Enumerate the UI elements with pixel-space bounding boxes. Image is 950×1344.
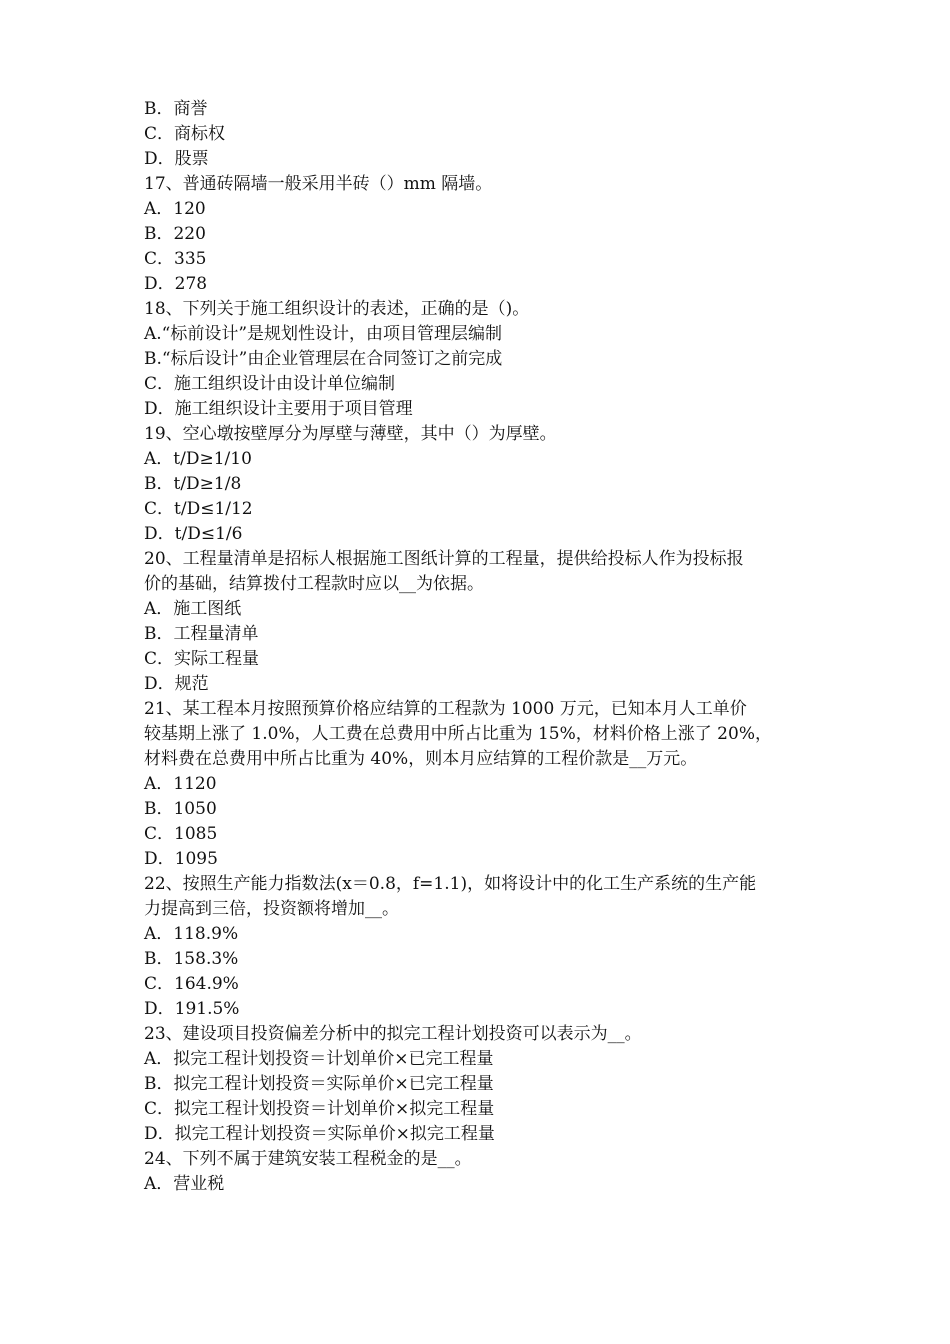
- text-line: C．实际工程量: [144, 649, 260, 669]
- text-line: B．220: [144, 224, 206, 244]
- text-line: B．1050: [144, 799, 217, 819]
- text-line: 价的基础，结算拨付工程款时应以__为依据。: [144, 574, 484, 594]
- text-line: D．规范: [144, 674, 209, 694]
- text-line: C．1085: [144, 824, 218, 844]
- text-line: 力提高到三倍，投资额将增加__。: [144, 899, 399, 919]
- question-19: 19、空心墩按壁厚分为厚壁与薄壁，其中（）为厚壁。: [144, 424, 557, 444]
- text-line: A．120: [144, 199, 206, 219]
- text-line: B．工程量清单: [144, 624, 259, 644]
- text-line: D．股票: [144, 149, 209, 169]
- text-line: A．1120: [144, 774, 217, 794]
- text-line: A．118.9%: [144, 924, 239, 944]
- question-18: 18、下列关于施工组织设计的表述，正确的是（)。: [144, 299, 530, 319]
- text-line: B．商誉: [144, 99, 208, 119]
- text-line: B．158.3%: [144, 949, 239, 969]
- text-line: A.“标前设计”是规划性设计，由项目管理层编制: [144, 324, 503, 344]
- question-21: 21、某工程本月按照预算价格应结算的工程款为 1000 万元，已知本月人工单价: [144, 699, 747, 719]
- document-page: [144, 97, 816, 1197]
- text-line: A．施工图纸: [144, 599, 242, 619]
- question-22: 22、按照生产能力指数法(x＝0.8，f=1.1)，如将设计中的化工生产系统的生产能: [144, 874, 757, 894]
- text-line: C．商标权: [144, 124, 226, 144]
- question-20: 20、工程量清单是招标人根据施工图纸计算的工程量，提供给投标人作为投标报: [144, 549, 744, 569]
- text-line: A．营业税: [144, 1174, 225, 1194]
- text-line: D．施工组织设计主要用于项目管理: [144, 399, 413, 419]
- text-line: C．t/D≤1/12: [144, 499, 253, 519]
- text-line: C．164.9%: [144, 974, 239, 994]
- text-line: B．拟完工程计划投资＝实际单价×已完工程量: [144, 1074, 494, 1094]
- text-line: B.“标后设计”由企业管理层在合同签订之前完成: [144, 349, 503, 369]
- text-line: C．335: [144, 249, 207, 269]
- question-24: 24、下列不属于建筑安装工程税金的是__。: [144, 1149, 472, 1169]
- text-line: A．t/D≥1/10: [144, 449, 252, 469]
- text-line: D．拟完工程计划投资＝实际单价×拟完工程量: [144, 1124, 495, 1144]
- question-23: 23、建设项目投资偏差分析中的拟完工程计划投资可以表示为__。: [144, 1024, 642, 1044]
- text-line: 较基期上涨了 1.0%，人工费在总费用中所占比重为 15%，材料价格上涨了 20%，: [144, 724, 772, 744]
- text-line: C．施工组织设计由设计单位编制: [144, 374, 396, 394]
- text-line: C．拟完工程计划投资＝计划单价×拟完工程量: [144, 1099, 495, 1119]
- text-line: A．拟完工程计划投资＝计划单价×已完工程量: [144, 1049, 494, 1069]
- text-line: D．t/D≤1/6: [144, 524, 243, 544]
- text-line: B．t/D≥1/8: [144, 474, 242, 494]
- text-line: D．1095: [144, 849, 218, 869]
- text-line: D．191.5%: [144, 999, 240, 1019]
- text-line: 材料费在总费用中所占比重为 40%，则本月应结算的工程价款是__万元。: [144, 749, 698, 769]
- text-line: D．278: [144, 274, 208, 294]
- question-17: 17、普通砖隔墙一般采用半砖（）mm 隔墙。: [144, 174, 493, 194]
